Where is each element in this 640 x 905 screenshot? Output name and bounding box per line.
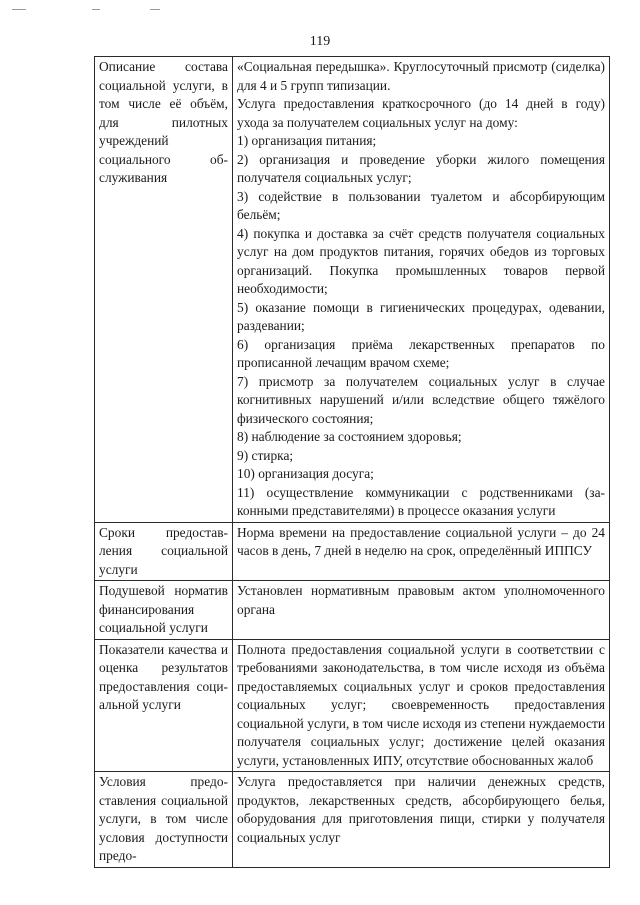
row-label: Сроки предоставления социальной услуги	[95, 522, 233, 581]
scan-mark	[92, 9, 100, 10]
content-paragraph: 4) покупка и доставка за счёт средств получателя социальных услуг на дом продуктов питания, горячих обедов из торговых организаций. Покупка промышленных товаров первой необходимости;	[237, 225, 605, 296]
service-description-table	[94, 56, 610, 868]
row-content	[233, 581, 610, 640]
content-paragraph: 9) стирка;	[237, 447, 294, 463]
content-paragraph: «Социальная передышка». Круглосуточный присмотр (сиделка) для 4 и 5 групп типизации.	[237, 59, 605, 93]
row-label: Условия предоставления социальной услуги, в том числе условия доступности предо-	[95, 772, 233, 868]
scan-mark	[150, 9, 160, 10]
content-paragraph: 7) присмотр за получателем социальных услуг в случае когнитивных нарушений и/или вследствие общего тяжёлого физического состояния;	[237, 373, 605, 426]
content-paragraph: 1) организация питания;	[237, 133, 377, 148]
content-paragraph: 10) организация досуга;	[237, 466, 374, 481]
table-row	[95, 639, 610, 772]
content-paragraph: 3) содействие в пользовании туалетом и абсорбирующим бельём;	[237, 188, 605, 222]
row-content	[233, 772, 610, 868]
table-body	[95, 57, 610, 868]
row-label: Показатели качества и оценка результатов предоставления социальной услуги	[95, 639, 233, 772]
table-row	[95, 581, 610, 640]
scan-mark	[12, 9, 26, 10]
row-content	[233, 57, 610, 523]
content-paragraph: Услуга предоставления краткосрочного (до 14 дней в году) ухода за получателем социальных услуг на дому:	[237, 96, 605, 130]
row-label: Описание состава социальной услуги, в том числе её объём, для пилотных учреждений социального обслуживания	[95, 57, 233, 523]
table-row	[95, 57, 610, 523]
content-paragraph: 5) оказание помощи в гигиенических процедурах, одевании, раздевании;	[237, 299, 605, 333]
content-paragraph: Полнота предоставления социальной услуги в соответствии с требованиями законодательства, в том числе исходя из объёма предоставляемых социальных услуг и сроков предоставления социальных услуг; своевременность предоставления социальной услуги, в том числе исходя из степени нуждаемости получателя социальных услуг; достижение целей оказания услуги, установленных ИПУ, отсутствие обоснованных жалоб	[237, 641, 605, 768]
content-paragraph: Норма времени на предоставление социальной услуги – до 24 часов в день, 7 дней в неделю на срок, определённый ИППСУ	[237, 524, 605, 558]
row-label: Подушевой норматив финансирования социальной услуги	[95, 581, 233, 640]
content-paragraph: Установлен нормативным правовым актом уполномоченного органа	[237, 583, 605, 617]
table-row	[95, 522, 610, 581]
row-content	[233, 522, 610, 581]
page-number: 119	[309, 34, 331, 49]
content-paragraph: 2) организация и проведение уборки жилого помещения получателя социальных услуг;	[237, 151, 605, 185]
content-paragraph: 11) осуществление коммуникации с родственниками (законными представителями) в процессе оказания услуги	[237, 484, 605, 518]
content-paragraph: 8) наблюдение за состоянием здоровья;	[237, 429, 462, 444]
content-paragraph: 6) организация приёма лекарственных препаратов по прописанной лечащим врачом схеме;	[237, 336, 605, 370]
content-paragraph: Услуга предоставляется при наличии денежных средств, продуктов, лекарственных средств, абсорбирующего белья, оборудования для приготовления пищи, стирки у получателя социальных услуг	[237, 774, 605, 845]
table-row	[95, 772, 610, 868]
row-content	[233, 639, 610, 772]
